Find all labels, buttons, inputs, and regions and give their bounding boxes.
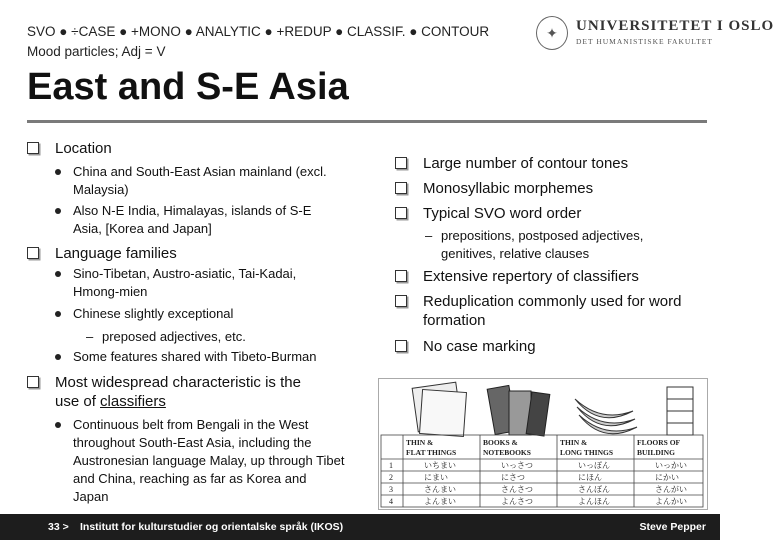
table-header: THIN & bbox=[560, 438, 588, 447]
feature-reduplication: Reduplication commonly used for word formation bbox=[395, 292, 695, 330]
faculty-name: DET HUMANISTISKE FAKULTET bbox=[576, 37, 713, 46]
feature-monosyllabic: Monosyllabic morphemes bbox=[395, 179, 710, 198]
checkbox-bullet-icon bbox=[27, 376, 39, 388]
table-cell: よんさつ bbox=[501, 497, 533, 506]
feature-list: SVO ● ÷CASE ● +MONO ● ANALYTIC ● +REDUP ● CLASSIF. ● CONTOUR bbox=[27, 24, 490, 39]
checkbox-bullet-icon bbox=[395, 270, 407, 282]
checkbox-bullet-icon bbox=[395, 157, 407, 169]
page-number: 33 > bbox=[48, 521, 69, 533]
families-item-2: Chinese slightly exceptional bbox=[55, 305, 345, 323]
checkbox-bullet-icon bbox=[395, 207, 407, 219]
long-things-icon bbox=[575, 399, 637, 434]
families-heading bbox=[27, 244, 367, 263]
university-seal-icon: ✦ bbox=[536, 16, 568, 50]
table-cell: さんさつ bbox=[501, 485, 533, 494]
table-cell: いっかい bbox=[655, 461, 687, 470]
mood-note: Mood particles; Adj = V bbox=[27, 44, 166, 59]
table-cell: にまい bbox=[424, 473, 448, 482]
bullet-dot-icon bbox=[55, 169, 61, 175]
institute-name: Institutt for kulturstudier og orientalske språk (IKOS) bbox=[80, 521, 344, 533]
books-icon bbox=[487, 385, 550, 436]
families-item-1: Sino-Tibetan, Austro-asiatic, Tai-Kadai, Hmong-mien bbox=[55, 265, 345, 301]
table-cell: いっぽん bbox=[578, 461, 610, 470]
table-header: FLOORS OF bbox=[637, 438, 681, 447]
table-row-number: 1 bbox=[389, 461, 393, 470]
slide-title: East and S-E Asia bbox=[27, 66, 349, 108]
families-label: Language families bbox=[55, 245, 177, 262]
bullet-dot-icon bbox=[55, 354, 61, 360]
building-icon bbox=[667, 387, 693, 435]
checkbox-bullet-icon bbox=[395, 295, 407, 307]
title-divider bbox=[27, 120, 707, 123]
university-logo bbox=[536, 14, 774, 54]
location-item-2: Also N-E India, Himalayas, islands of S-E Asia, [Korea and Japan] bbox=[55, 202, 335, 238]
table-header: THIN & bbox=[406, 438, 434, 447]
classifiers-term: classifiers bbox=[100, 393, 166, 410]
table-cell: さんまい bbox=[424, 485, 456, 494]
table-row-number: 3 bbox=[389, 485, 393, 494]
author-name: Steve Pepper bbox=[639, 521, 706, 533]
table-cell: にさつ bbox=[501, 473, 525, 482]
bullet-dot-icon bbox=[55, 271, 61, 277]
table-header: NOTEBOOKS bbox=[483, 448, 531, 457]
bullet-dot-icon bbox=[55, 311, 61, 317]
table-cell: よんまい bbox=[424, 497, 456, 506]
checkbox-bullet-icon bbox=[395, 340, 407, 352]
location-label: Location bbox=[55, 140, 112, 157]
table-cell: さんぼん bbox=[578, 485, 610, 494]
table-header: BOOKS & bbox=[483, 438, 518, 447]
table-cell: さんがい bbox=[655, 485, 687, 494]
classifiers-item: Continuous belt from Bengali in the West throughout South-East Asia, including the Austronesian language Malay, up through Tibet and China, reaching as far as Korea and Japan bbox=[55, 416, 345, 506]
table-cell: にかい bbox=[655, 473, 679, 482]
location-item-1: China and South-East Asian mainland (excl. Malaysia) bbox=[55, 163, 335, 199]
footer-bar bbox=[0, 514, 720, 540]
feature-classifiers: Extensive repertory of classifiers bbox=[395, 267, 710, 286]
families-item-3: Some features shared with Tibeto-Burman bbox=[55, 348, 355, 366]
feature-svo: Typical SVO word order bbox=[395, 204, 710, 223]
bullet-dot-icon bbox=[55, 422, 61, 428]
classifier-illustration bbox=[378, 378, 708, 510]
checkbox-bullet-icon bbox=[27, 247, 39, 259]
table-row-number: 2 bbox=[389, 473, 393, 482]
table-row-number: 4 bbox=[389, 497, 393, 506]
checkbox-bullet-icon bbox=[27, 142, 39, 154]
checkbox-bullet-icon bbox=[395, 182, 407, 194]
table-cell: よんかい bbox=[655, 497, 687, 506]
classifiers-heading: Most widespread characteristic is the use of classifiers bbox=[27, 373, 327, 411]
table-cell: にほん bbox=[578, 473, 602, 482]
table-cell: よんほん bbox=[578, 497, 610, 506]
table-cell: いっさつ bbox=[501, 461, 533, 470]
feature-no-case: No case marking bbox=[395, 337, 710, 356]
feature-svo-sub: – prepositions, postposed adjectives, genitives, relative clauses bbox=[425, 228, 644, 261]
table-header: BUILDING bbox=[637, 448, 675, 457]
families-subitem: – preposed adjectives, etc. bbox=[86, 329, 246, 344]
table-header: LONG THINGS bbox=[560, 448, 614, 457]
table-cell: いちまい bbox=[424, 461, 456, 470]
bullet-dot-icon bbox=[55, 208, 61, 214]
feature-header bbox=[27, 22, 489, 62]
feature-contour-tones: Large number of contour tones bbox=[395, 154, 710, 173]
university-name: UNIVERSITETET I OSLO bbox=[576, 18, 774, 34]
location-heading bbox=[27, 139, 367, 158]
table-header: FLAT THINGS bbox=[406, 448, 457, 457]
paper-sheets-icon bbox=[412, 382, 466, 436]
